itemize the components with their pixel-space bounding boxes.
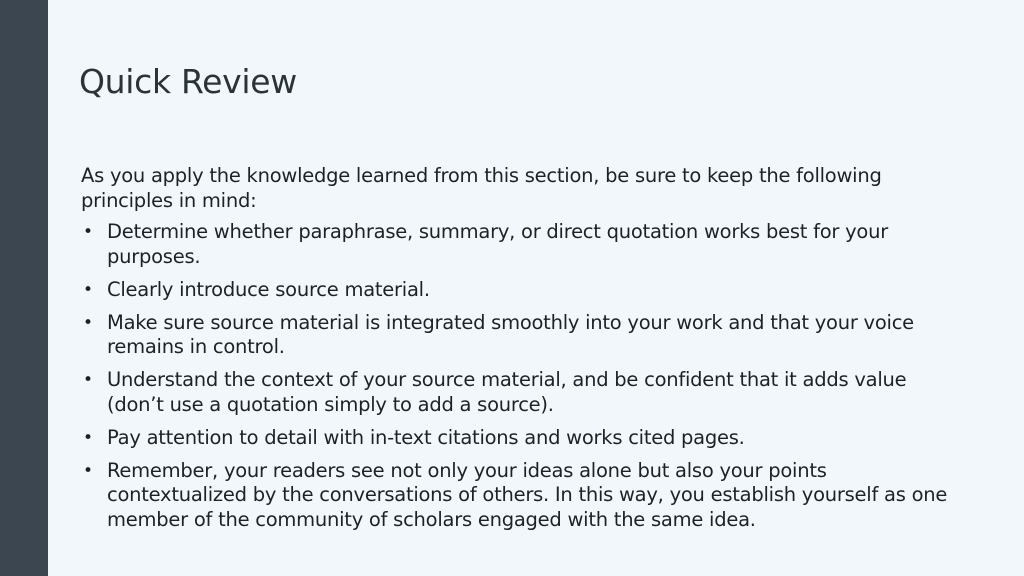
bullet-text: Make sure source material is integrated smoothly into your work and that your voice remains in control. [107,310,914,358]
bullet-text: Understand the context of your source material, and be confident that it adds value (don’t use a quotation simply to add a source). [107,368,907,416]
slide [48,0,1024,576]
left-accent-bar [0,0,48,576]
bullet-dot-icon: • [83,427,93,448]
bullet-text: Remember, your readers see not only your ideas alone but also your points contextualized by the conversations of others. In this way, you establish yourself as one member of the community of scholars engaged with the same idea. [107,458,948,531]
bullet-item [81,459,961,533]
intro-text: As you apply the knowledge learned from this section, be sure to keep the following principles in mind: [81,164,882,212]
slide-title: Quick Review [79,62,297,101]
bullet-item [81,368,961,417]
bullet-text: Determine whether paraphrase, summary, or direct quotation works best for your purposes. [107,220,888,268]
bullet-text: Pay attention to detail with in-text citations and works cited pages. [107,425,745,449]
bullet-item [81,426,961,451]
bullet-dot-icon: • [83,222,93,242]
bullet-item [81,220,961,269]
slide-body [81,164,961,532]
bullet-text: Clearly introduce source material. [107,277,430,301]
bullet-item [81,311,961,360]
bullet-dot-icon: • [83,370,93,390]
bullet-dot-icon: • [83,279,93,300]
bullet-list [81,220,961,532]
bullet-item [81,278,961,303]
bullet-dot-icon: • [83,312,93,333]
bullet-dot-icon: • [83,460,93,481]
